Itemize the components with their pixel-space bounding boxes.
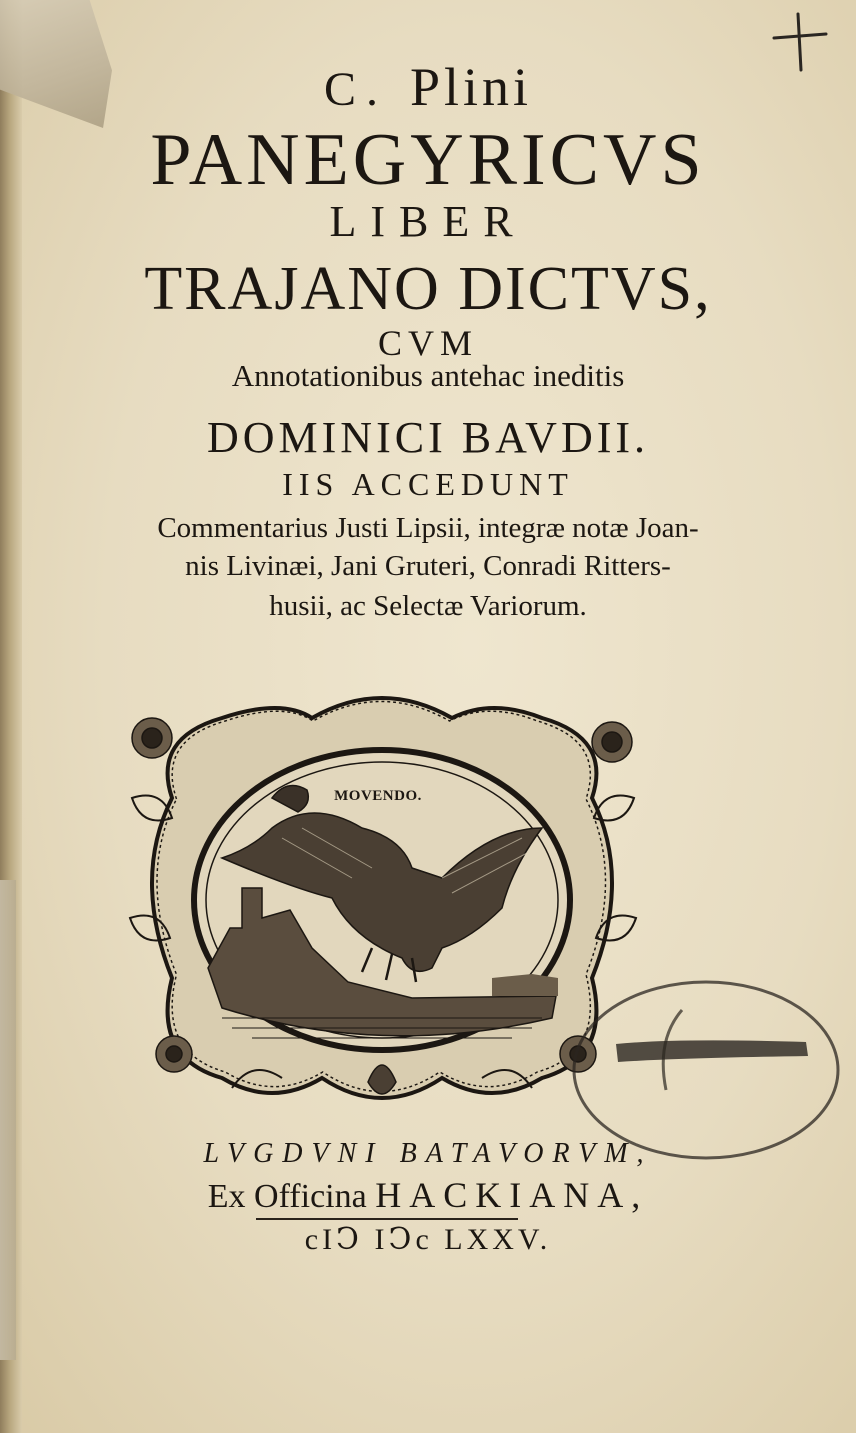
repair-tape-lower [0, 880, 16, 1360]
author-line [0, 56, 856, 118]
title-dedication: TRAJANO DICTVS, [144, 255, 712, 323]
work-title: PANEGYRICVS [150, 119, 706, 201]
contents-line-1: Commentarius Justi Lipsii, integræ notæ Joan- [157, 512, 699, 544]
title-cum: CVM [377, 323, 479, 363]
publisher-name: HACKIANA, [375, 1175, 649, 1215]
publisher-prefix: Ex Officina [207, 1178, 367, 1215]
editor-name: DOMINICI BAVDII. [206, 413, 650, 462]
imprint-publisher [0, 1174, 856, 1216]
author-initial: C. [323, 63, 388, 116]
accedunt-line: IIS ACCEDUNT [282, 466, 574, 502]
imprint-place: LVGDVNI BATAVORVM, [203, 1138, 653, 1169]
imprint-rule [256, 1218, 518, 1220]
author-name: Plini [409, 57, 533, 117]
imprint-year: cIↃ IↃc LXXV. [304, 1223, 552, 1256]
contents-line-3: husii, ac Selectæ Variorum. [269, 590, 587, 622]
emblem-motto: MOVENDO. [334, 788, 422, 804]
title-liber: LIBER [329, 197, 527, 246]
contents-line-2: nis Livinæi, Jani Gruteri, Conradi Ritters- [185, 550, 671, 582]
annotation-line: Annotationibus antehac ineditis [231, 358, 625, 393]
library-stamp-mark [556, 970, 846, 1180]
